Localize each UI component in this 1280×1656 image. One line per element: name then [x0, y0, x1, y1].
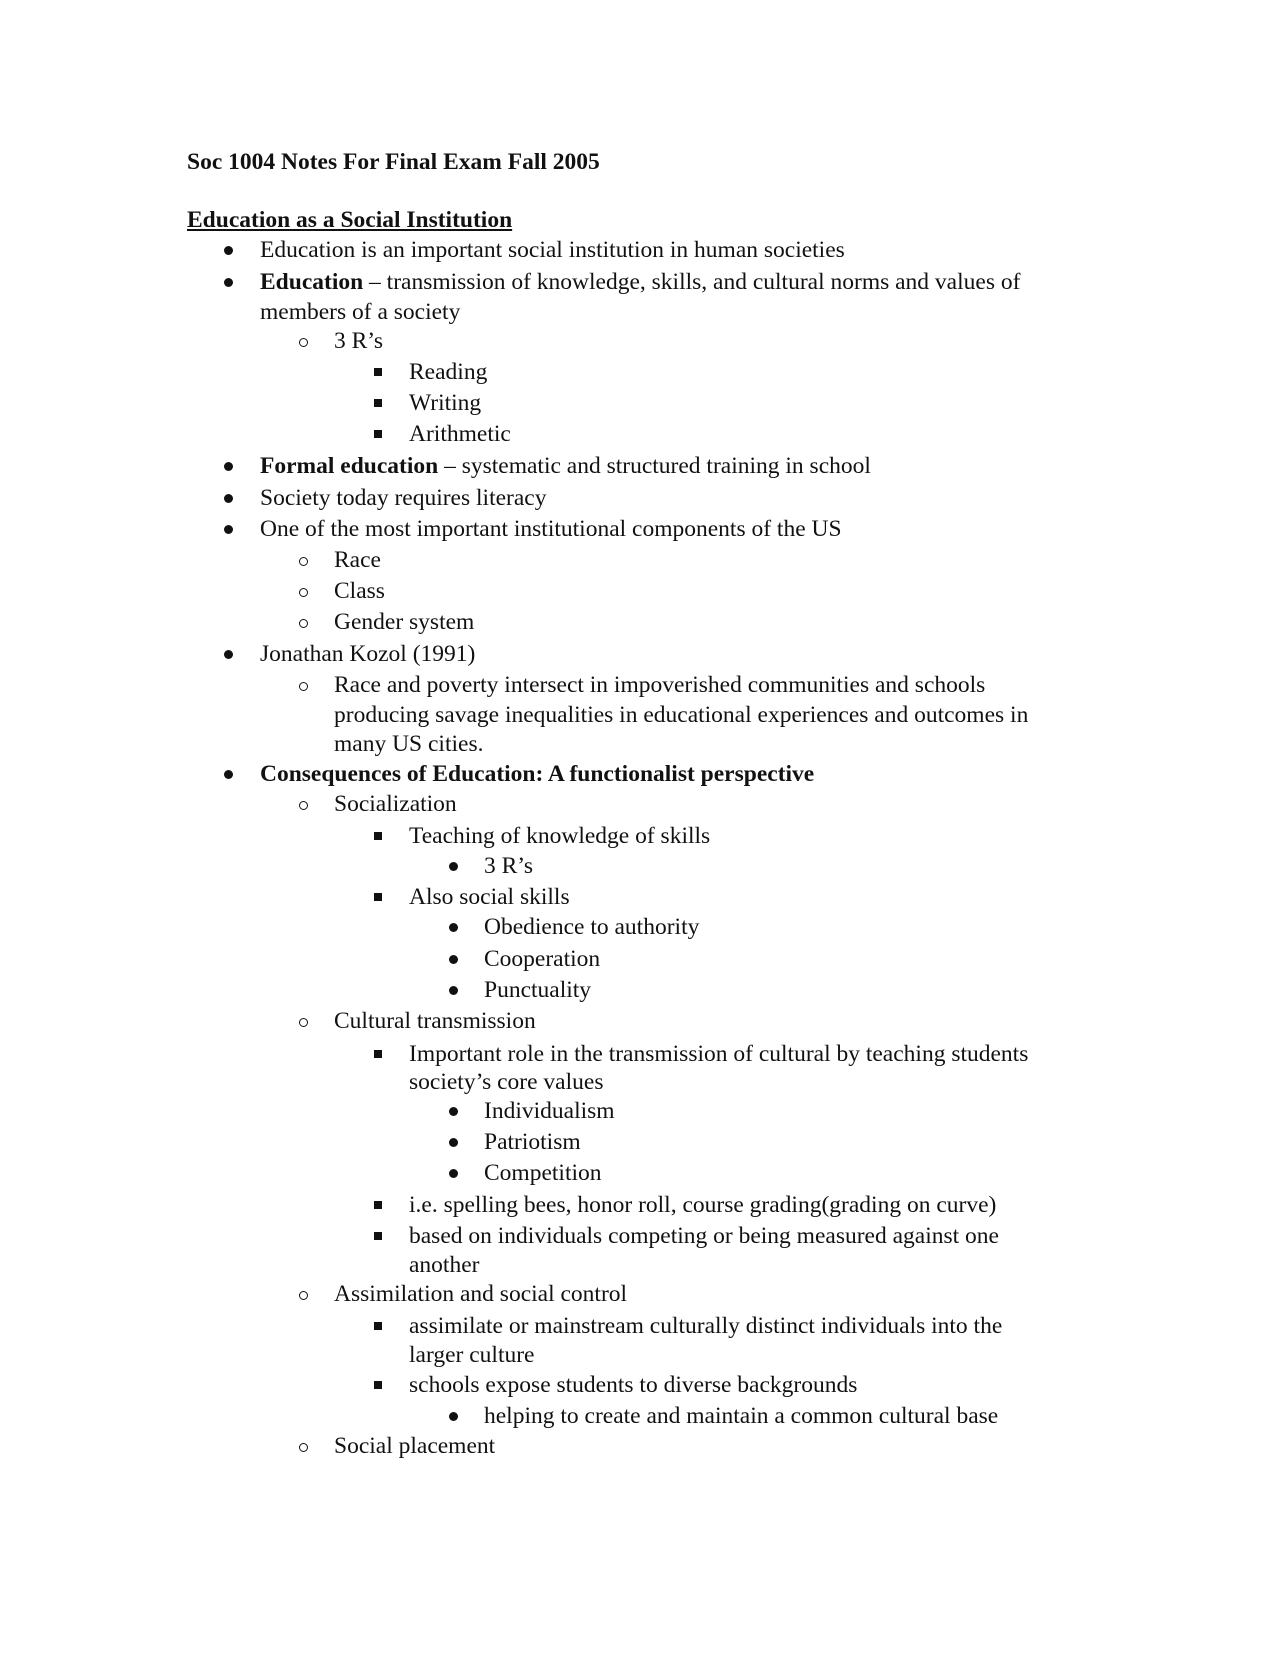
- bullet-disc-icon: [224, 650, 233, 659]
- list-item-text: Competition: [484, 1160, 602, 1186]
- list-item-text: Society today requires literacy: [260, 485, 547, 511]
- list-item-text: 3 R’s: [484, 853, 533, 879]
- list-item-continuation: [334, 701, 1028, 730]
- list-item-text: Cultural transmission: [334, 1008, 536, 1034]
- term: Formal education: [260, 453, 439, 479]
- list-item-text: Race and poverty intersect in impoverished communities and schools: [334, 672, 986, 698]
- bullet-circle-icon: [299, 1018, 308, 1027]
- list-item-text: Obedience to authority: [484, 914, 700, 940]
- list-item-text: Punctuality: [484, 977, 592, 1003]
- bullet-disc-icon: [449, 1107, 458, 1116]
- list-item-text: larger culture: [409, 1342, 535, 1368]
- bullet-square-icon: [374, 1232, 382, 1240]
- section-heading: Education as a Social Institution: [187, 207, 513, 233]
- bullet-square-icon: [374, 430, 382, 438]
- bullet-square-icon: [374, 368, 382, 376]
- term: Education: [260, 269, 364, 295]
- definition: – systematic and structured training in school: [444, 453, 871, 479]
- bullet-disc-icon: [449, 955, 458, 964]
- list-item-text: Assimilation and social control: [334, 1281, 628, 1307]
- bullet-circle-icon: [299, 1291, 308, 1300]
- bullet-disc-icon: [449, 1169, 458, 1178]
- bullet-circle-icon: [299, 1443, 308, 1452]
- bullet-circle-icon: [299, 801, 308, 810]
- bullet-square-icon: [374, 1050, 382, 1058]
- list-item-text: Race: [334, 547, 381, 573]
- list-item-text: Patriotism: [484, 1129, 581, 1155]
- list-item-text: Individualism: [484, 1098, 615, 1124]
- list-item-text: Consequences of Education: A functionalist perspective: [260, 761, 815, 787]
- bullet-square-icon: [374, 399, 382, 407]
- list-item-text: Social placement: [334, 1433, 496, 1459]
- bullet-square-icon: [374, 893, 382, 901]
- bullet-circle-icon: [299, 338, 308, 347]
- bullet-square-icon: [374, 1322, 382, 1330]
- list-item-text: Writing: [409, 390, 482, 416]
- bullet-disc-icon: [224, 525, 233, 534]
- list-item-text: 3 R’s: [334, 328, 383, 354]
- list-item-continuation: [409, 1341, 535, 1370]
- list-item-text: Reading: [409, 359, 488, 385]
- bullet-circle-icon: [299, 557, 308, 566]
- bullet-circle-icon: [299, 588, 308, 597]
- bullet-disc-icon: [224, 462, 233, 471]
- list-item-text: assimilate or mainstream culturally distinct individuals into the: [409, 1313, 1003, 1339]
- list-item-text: another: [409, 1252, 480, 1278]
- bullet-circle-icon: [299, 682, 308, 691]
- list-item-text: members of a society: [260, 299, 461, 325]
- list-item-text: many US cities.: [334, 731, 484, 757]
- list-item-text: One of the most important institutional components of the US: [260, 516, 842, 542]
- bullet-disc-icon: [224, 494, 233, 503]
- bullet-disc-icon: [224, 278, 233, 287]
- bullet-disc-icon: [449, 1138, 458, 1147]
- list-item-text: society’s core values: [409, 1069, 604, 1095]
- bullet-circle-icon: [299, 619, 308, 628]
- bullet-disc-icon: [449, 1412, 458, 1421]
- bullet-square-icon: [374, 1381, 382, 1389]
- list-item-text: based on individuals competing or being measured against one: [409, 1223, 999, 1249]
- list-item-text: schools expose students to diverse backgrounds: [409, 1372, 858, 1398]
- bullet-square-icon: [374, 832, 382, 840]
- list-item-text: Education is an important social institution in human societies: [260, 237, 845, 263]
- list-item-text: Arithmetic: [409, 421, 511, 447]
- list-item-text: Also social skills: [409, 884, 570, 910]
- list-item-text: i.e. spelling bees, honor roll, course grading(grading on curve): [409, 1192, 997, 1218]
- list-item-continuation: [260, 298, 460, 327]
- list-item-text: Socialization: [334, 791, 457, 817]
- bullet-disc-icon: [224, 770, 233, 779]
- bullet-disc-icon: [449, 986, 458, 995]
- list-item-text: Class: [334, 578, 385, 604]
- list-item-text: Important role in the transmission of cultural by teaching students: [409, 1041, 1029, 1067]
- list-item-continuation: [409, 1068, 603, 1097]
- definition: – transmission of knowledge, skills, and cultural norms and values of: [369, 269, 1021, 295]
- list-item-text: Teaching of knowledge of skills: [409, 823, 711, 849]
- bullet-disc-icon: [449, 862, 458, 871]
- list-item-text: producing savage inequalities in educational experiences and outcomes in: [334, 702, 1029, 728]
- bullet-square-icon: [374, 1201, 382, 1209]
- list-item-text: Jonathan Kozol (1991): [260, 641, 476, 667]
- list-item-text: helping to create and maintain a common cultural base: [484, 1403, 999, 1429]
- list-item-text: Cooperation: [484, 946, 601, 972]
- bullet-disc-icon: [224, 246, 233, 255]
- document-title: Soc 1004 Notes For Final Exam Fall 2005: [187, 149, 600, 175]
- list-item-continuation: [334, 730, 483, 759]
- bullet-disc-icon: [449, 923, 458, 932]
- list-item-text: Gender system: [334, 609, 475, 635]
- list-item-continuation: [409, 1251, 479, 1280]
